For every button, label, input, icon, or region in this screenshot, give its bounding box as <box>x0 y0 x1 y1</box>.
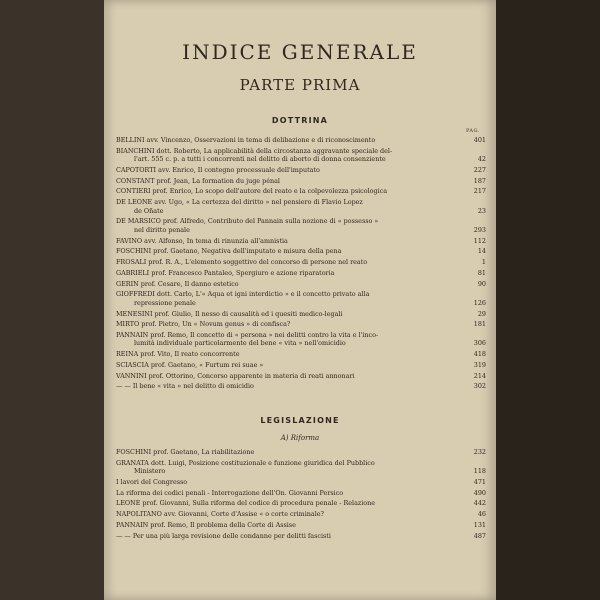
index-entry <box>116 166 488 175</box>
index-entry-page-number: 227 <box>473 166 486 174</box>
index-entry-text: NAPOLITANO avv. Giovanni, Corte d'Assise « o corte criminale? <box>116 510 324 519</box>
index-entry <box>116 258 488 267</box>
index-entry-page-number: 401 <box>473 136 486 144</box>
index-entry-page-number: 418 <box>473 350 486 359</box>
index-entry-continuation: nel diritto penale <box>134 225 190 234</box>
index-entry-continuation: repressione penale <box>134 298 196 307</box>
page-title: INDICE GENERALE <box>182 40 418 64</box>
index-entry-text: FOSCHINI prof. Gaetano, Negativa dell'imputato e misura della pena <box>116 247 342 256</box>
index-entry <box>116 217 488 234</box>
index-entry <box>116 320 488 329</box>
index-entry-page-number: 302 <box>473 382 486 391</box>
index-entry-page-number: 23 <box>477 206 486 215</box>
index-entry-text: DE LEONE avv. Ugo, « La certezza del diritto » nel pensiero di Flavio Lopez <box>116 198 363 207</box>
index-entry <box>116 372 488 381</box>
index-entry-text: REINA prof. Vito, Il reato concorrente <box>116 350 240 359</box>
index-entry-page-number: 29 <box>477 309 486 318</box>
section-heading-legislazione: LEGISLAZIONE <box>260 416 340 425</box>
index-entry <box>116 247 488 256</box>
page-column-label: PAG. <box>466 128 480 134</box>
index-entry <box>116 350 488 359</box>
index-entry-continuation: l'art. 555 c. p. a tutti i concorrenti nel delitto di aborto di donna consenziente <box>134 155 386 164</box>
index-entry-page-number: 306 <box>473 339 486 348</box>
index-entry-page-number: 319 <box>473 360 486 369</box>
index-entry-text: BIANCHINI dott. Roberto, La applicabilità della circostanza aggravante speciale del- <box>116 146 393 155</box>
index-entry-text: SCIASCIA prof. Gaetano, « Furtum rei suae » <box>116 360 264 369</box>
index-entry-text: FROSALI prof. R. A., L'elemento soggettivo del concorso di persone nel reato <box>116 258 368 267</box>
index-entry-page-number: 214 <box>473 371 486 380</box>
index-entry <box>116 331 488 348</box>
index-entry-text: PANNAIN prof. Remo, Il problema della Corte di Assise <box>116 520 296 529</box>
index-entry-text: FOSCHINI prof. Gaetano, La riabilitazione <box>116 448 255 456</box>
index-entry <box>116 489 488 498</box>
section-heading-dottrina: DOTTRINA <box>271 116 329 125</box>
index-entry <box>116 136 488 145</box>
index-entry-text: LEONE prof. Giovanni, Sulla riforma del codice di procedura penale - Relazione <box>116 499 376 508</box>
index-entry-page-number: 181 <box>473 320 486 329</box>
index-entry-text: — — Il bene « vita » nel delitto di omicidio <box>116 382 254 391</box>
index-entry-page-number: 131 <box>473 520 486 529</box>
index-entry <box>116 521 488 530</box>
index-entry-continuation: Ministero <box>134 467 166 476</box>
index-entry-text: DE MARSICO prof. Alfredo, Contributo del Pannain sulla nozione di « possesso » <box>116 217 379 226</box>
subsection-heading-riforma: A) Riforma <box>280 434 320 442</box>
index-entry-text: VANNINI prof. Ottorino, Concorso apparente in materia di reati annonari <box>116 371 355 380</box>
index-entry <box>116 478 488 487</box>
index-entry <box>116 269 488 278</box>
index-entry-text: BELLINI avv. Vincenzo, Osservazioni in tema di delibazione e di riconoscimento <box>116 136 376 144</box>
index-entry-text: MIRTO prof. Pietro, Un « Novum genus » di confisca? <box>116 320 291 329</box>
index-entry <box>116 237 488 246</box>
index-entry-page-number: 90 <box>477 279 486 288</box>
index-entry-text: La riforma dei codici penali - Interrogazione dell'On. Giovanni Persico <box>116 488 344 497</box>
index-entry-text: GRANATA dott. Luigi, Posizione costituzionale e funzione giuridica del Pubblico <box>116 458 375 467</box>
index-entry-continuation: de Oñate <box>134 206 164 215</box>
book-background <box>496 0 600 600</box>
index-entry <box>116 187 488 196</box>
index-entry <box>116 532 488 541</box>
index-entry <box>116 198 488 215</box>
index-entry-text: — — Per una più larga revisione delle condanne per delitti fascisti <box>116 531 331 540</box>
index-entry-page-number: 217 <box>473 187 486 196</box>
index-entry-page-number: 81 <box>477 268 486 277</box>
index-entry-page-number: 232 <box>473 448 486 456</box>
index-entry <box>116 361 488 370</box>
index-entry-page-number: 46 <box>477 510 486 519</box>
index-entry-page-number: 42 <box>477 155 486 164</box>
index-entry-text: GIOFFREDI dott. Carlo, L'« Aqua et igni interdictio » e il concetto privato alla <box>116 290 370 299</box>
index-entry-page-number: 293 <box>473 225 486 234</box>
index-entry <box>116 448 488 457</box>
index-entry <box>116 499 488 508</box>
index-entry <box>116 280 488 289</box>
index-entry-page-number: 118 <box>473 467 486 476</box>
index-page <box>104 0 496 600</box>
index-entry-page-number: 112 <box>473 236 486 245</box>
index-entry-page-number: 14 <box>477 247 486 256</box>
index-entry <box>116 290 488 307</box>
index-entry-page-number: 442 <box>473 499 486 508</box>
index-entry-page-number: 490 <box>473 488 486 497</box>
index-entry-text: CONSTANT prof. Jean, La formation du juge pénal <box>116 176 280 185</box>
index-entry-page-number: 471 <box>473 478 486 486</box>
index-entry-text: CAPOTORTI avv. Enrico, Il contegno processuale dell'imputato <box>116 166 320 174</box>
index-entry-text: I lavori del Congresso <box>116 478 188 486</box>
index-entry-page-number: 187 <box>473 176 486 185</box>
index-entry-text: GABRIELI prof. Francesco Pantaleo, Spergiuro e azione riparatoria <box>116 268 335 277</box>
index-entry <box>116 147 488 164</box>
index-entry <box>116 310 488 319</box>
index-entry-page-number: 126 <box>473 298 486 307</box>
index-entry <box>116 177 488 186</box>
index-entry-text: CONTIERI prof. Enrico, Lo scopo dell'autore del reato e la colpevolezza psicologica <box>116 187 388 196</box>
index-entry <box>116 382 488 391</box>
index-entry-text: GERIN prof. Cesare, Il danno estetico <box>116 279 239 288</box>
index-entry-text: MENESINI prof. Giulio, Il nesso di causalità ed i quesiti medico-legali <box>116 309 343 318</box>
index-entry <box>116 459 488 476</box>
index-entry-continuation: lumità individuale particolarmente del bene « vita » nell'omicidio <box>134 339 346 348</box>
index-entry-page-number: 487 <box>473 531 486 540</box>
index-entry-text: FAVINO avv. Alfonso, In tema di rinunzia all'amnistia <box>116 236 288 245</box>
page-subtitle: PARTE PRIMA <box>239 76 361 94</box>
index-entry-page-number: 1 <box>481 258 486 267</box>
index-entry-text: PANNAIN prof. Remo, Il concetto di « persona » nei delitti contro la vita e l'inco- <box>116 330 379 339</box>
index-entry <box>116 510 488 519</box>
